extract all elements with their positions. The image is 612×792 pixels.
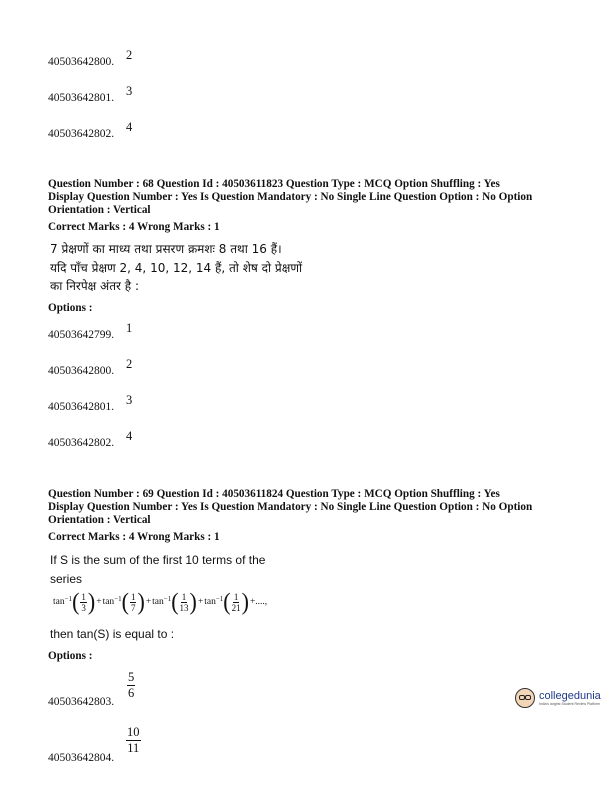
option-id: 40503642800.	[48, 365, 115, 377]
option-fraction	[126, 725, 141, 756]
series-term: tan −1 ( $\frac{1}{7}$ )	[102, 587, 145, 616]
question-header-line1: Question Number : 69 Question Id : 40503611824 Question Type : MCQ Option Shuffling : Yes	[48, 488, 500, 500]
option-value: 2	[126, 357, 133, 371]
options-label: Options :	[48, 650, 93, 662]
question-header-line2: Display Question Number : Yes Is Question Mandatory : No Single Line Question Option : No Option	[48, 501, 533, 514]
fraction-num: 1	[81, 591, 86, 602]
option-value: 3	[126, 393, 133, 407]
fraction-num: 1	[181, 591, 187, 602]
term-sup: −1	[114, 595, 122, 603]
term-func: tan	[102, 597, 115, 607]
question-text-line1: 7 प्रेक्षणों का माध्य तथा प्रसरण क्रमशः 8 तथा 16 हैं।	[50, 242, 282, 256]
series-expression	[53, 587, 268, 616]
option-id: 40503642804.	[48, 752, 115, 764]
mascot-icon	[515, 688, 535, 708]
marks-line: Correct Marks : 4 Wrong Marks : 1	[48, 220, 220, 233]
option-value: 4	[126, 120, 133, 134]
question-text-line2: यदि पाँच प्रेक्षण 2, 4, 10, 12, 14 हैं, तो शेष दो प्रेक्षणों	[50, 260, 303, 275]
logo-tagline: India's largest Student Review Platform	[539, 701, 600, 706]
term-sup: −1	[64, 595, 73, 603]
option-id: 40503642800.	[48, 56, 115, 68]
term-fraction	[232, 592, 241, 613]
option-row	[48, 321, 133, 341]
series-term: tan −1 ( $\frac{1}{21}$ )	[204, 587, 249, 616]
option-fraction	[127, 670, 135, 701]
fraction-den: 13	[179, 602, 189, 613]
series-tail: +....,	[249, 597, 268, 607]
option-id: 40503642802.	[48, 128, 115, 140]
series-term: tan −1 ( $\frac{1}{3}$ )	[53, 587, 96, 616]
plus-sign: +	[145, 597, 152, 607]
option-row	[48, 48, 133, 68]
option-row	[48, 84, 133, 104]
option-id: 40503642802.	[48, 437, 115, 449]
marks-line: Correct Marks : 4 Wrong Marks : 1	[48, 530, 220, 543]
option-id: 40503642801.	[48, 92, 115, 104]
question-text-line1: If S is the sum of the first 10 terms of the	[50, 553, 266, 567]
question-header-line3: Orientation : Vertical	[48, 204, 151, 217]
fraction-num: 5	[128, 670, 135, 684]
option-value: 3	[126, 84, 133, 98]
question-text-line2: series	[50, 571, 83, 586]
question-text	[50, 551, 265, 588]
option-row	[48, 357, 133, 377]
option-row	[48, 429, 133, 449]
question-text-line3: then tan(S) is equal to :	[50, 627, 175, 641]
fraction-num: 1	[130, 591, 136, 602]
fraction-den: 11	[127, 741, 140, 755]
term-sup: −1	[163, 595, 172, 603]
question-text-line3: का निरपेक्ष अंतर है :	[50, 279, 140, 293]
fraction-num: 10	[127, 725, 140, 739]
question-header-line3: Orientation : Vertical	[48, 514, 151, 527]
question-header-line1: Question Number : 68 Question Id : 40503611823 Question Type : MCQ Option Shuffling : Yes	[48, 178, 500, 190]
question-text	[50, 240, 302, 296]
fraction-den: 7	[130, 602, 136, 613]
option-row	[48, 752, 114, 764]
option-row	[48, 696, 114, 708]
question-header-line2: Display Question Number : Yes Is Question Mandatory : No Single Line Question Option : No Option	[48, 191, 533, 204]
option-row	[48, 120, 133, 140]
term-sup: −1	[215, 595, 224, 603]
fraction-den: 6	[128, 686, 135, 700]
question-header	[48, 488, 532, 544]
series-term: tan −1 ( $\frac{1}{13}$ )	[152, 587, 197, 616]
option-id: 40503642801.	[48, 401, 115, 413]
logo-brand: collegedunia	[539, 689, 601, 702]
options-label: Options :	[48, 302, 93, 314]
option-row	[48, 393, 133, 413]
term-func: tan	[53, 597, 65, 607]
fraction-den: 21	[231, 602, 241, 613]
plus-sign: +	[197, 597, 204, 607]
option-value: 4	[126, 429, 133, 443]
option-id: 40503642799.	[48, 329, 115, 341]
term-fraction	[80, 592, 87, 613]
collegedunia-logo	[515, 688, 601, 708]
option-value: 1	[126, 321, 133, 335]
fraction-den: 3	[81, 602, 86, 613]
option-id: 40503642803.	[48, 696, 115, 708]
plus-sign: +	[96, 597, 102, 607]
question-header	[48, 178, 532, 234]
term-func: tan	[204, 597, 216, 607]
term-fraction	[180, 592, 189, 613]
option-value: 2	[126, 48, 133, 62]
term-func: tan	[152, 597, 164, 607]
fraction-num: 1	[233, 591, 239, 602]
term-fraction	[130, 592, 137, 613]
